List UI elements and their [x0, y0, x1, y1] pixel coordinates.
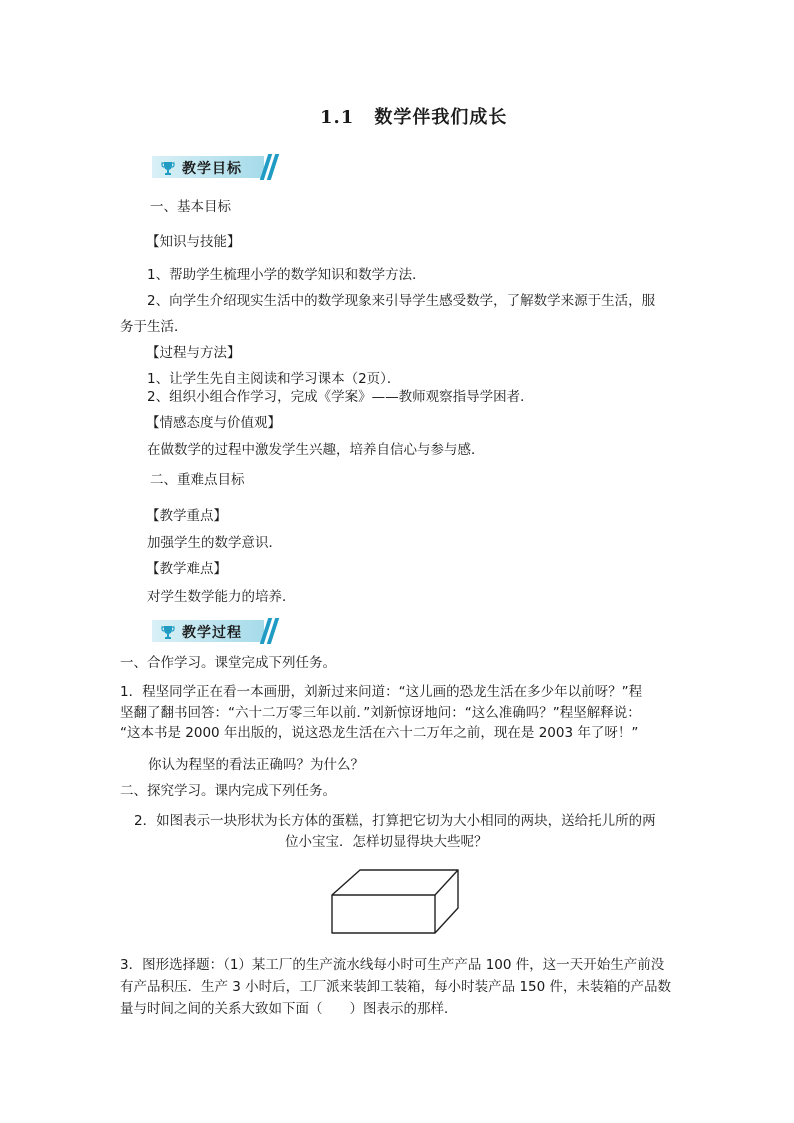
- key-item-1: 加强学生的数学意识．: [147, 535, 282, 551]
- emotion-item-1: 在做数学的过程中激发学生兴趣，培养自信心与参与感．: [147, 442, 485, 458]
- key-heading: 【教学重点】: [146, 508, 227, 524]
- question-2-line-b: 位小宝宝．怎样切显得块大些呢？: [285, 834, 488, 850]
- part2-heading: 二、探究学习。课内完成下列任务。: [120, 783, 336, 799]
- knowledge-item-2b: 务于生活．: [120, 319, 188, 335]
- question-1-line-a: 1．程坚同学正在看一本画册，刘新过来问道：“这儿画的恐龙生活在多少年以前呀？”程: [120, 684, 643, 700]
- difficult-heading: 【教学难点】: [146, 561, 227, 577]
- banner-process: [152, 618, 272, 644]
- question-3-line-c: 量与时间之间的关系大致如下面（ ）图表示的那样．: [120, 1001, 458, 1017]
- question-3-line-b: 有产品积压．生产 3 小时后，工厂派来装卸工装箱，每小时装产品 150 件，未装箱的产品数: [120, 979, 672, 995]
- knowledge-item-1: 1、帮助学生梳理小学的数学知识和数学方法．: [147, 267, 426, 283]
- process-item-2: 2、组织小组合作学习，完成《学案》——教师观察指导学困者．: [147, 389, 534, 405]
- banner-objectives: [152, 154, 272, 180]
- process-heading: 【过程与方法】: [146, 345, 241, 361]
- key-goal-heading: 二、重难点目标: [150, 472, 245, 488]
- part1-heading: 一、合作学习。课堂完成下列任务。: [120, 655, 336, 671]
- banner-label: 教学目标: [182, 161, 242, 177]
- process-item-1: 1、让学生先自主阅读和学习课本（2页）．: [147, 371, 401, 387]
- section-number: 1.1: [320, 107, 355, 128]
- difficult-item-1: 对学生数学能力的培养．: [147, 589, 296, 605]
- cuboid-cake-figure: [330, 868, 470, 938]
- question-1-ask: 你认为程坚的看法正确吗？为什么？: [148, 757, 364, 773]
- section-title: 数学伴我们成长: [374, 107, 508, 128]
- question-1-line-c: “这本书是 2000 年出版的，说这恐龙生活在六十二万年之前，现在是 2003 年了呀！”: [120, 725, 639, 741]
- question-1-line-b: 坚翻了翻书回答：“六十二万零三年以前．”刘新惊讶地问：“这么准确吗？”程坚解释说：: [120, 705, 641, 721]
- basic-goal-heading: 一、基本目标: [150, 199, 231, 215]
- emotion-heading: 【情感态度与价值观】: [146, 415, 281, 431]
- knowledge-heading: 【知识与技能】: [146, 234, 241, 250]
- trophy-icon: [160, 160, 176, 176]
- banner-label: 教学过程: [182, 625, 242, 641]
- knowledge-item-2a: 2、向学生介绍现实生活中的数学现象来引导学生感受数学，了解数学来源于生活，服: [147, 293, 656, 309]
- question-3-line-a: 3．图形选择题：（1）某工厂的生产流水线每小时可生产产品 100 件，这一天开始生产前没: [120, 957, 665, 973]
- question-2-line-a: 2．如图表示一块形状为长方体的蛋糕，打算把它切为大小相同的两块，送给托儿所的两: [134, 813, 656, 829]
- trophy-icon: [160, 624, 176, 640]
- page-title: [320, 103, 507, 129]
